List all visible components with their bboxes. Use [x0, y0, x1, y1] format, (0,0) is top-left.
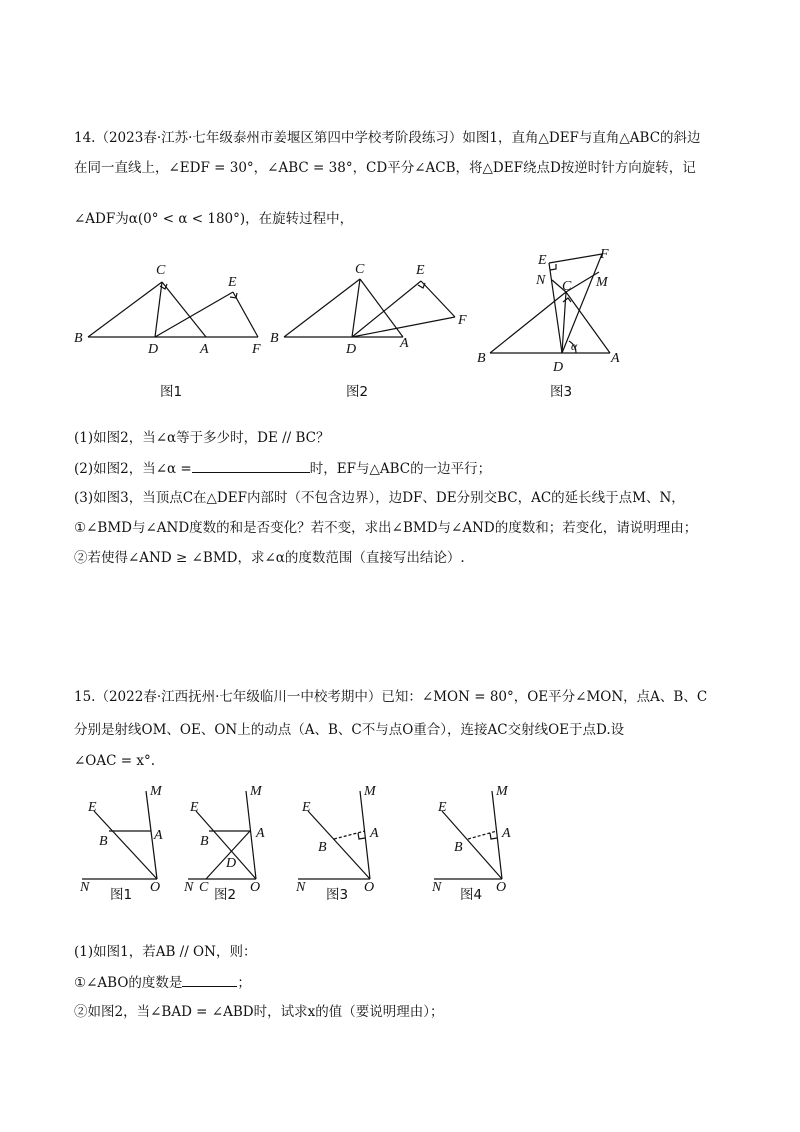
label-B: B — [477, 351, 486, 366]
label-M: M — [250, 784, 262, 799]
q14-sub-2-lead: (2)如图2，当∠α = — [74, 461, 192, 477]
q15-caption-2: 图2 — [214, 887, 237, 903]
label-A: A — [256, 826, 265, 841]
q15-figure-3 — [294, 783, 404, 903]
q15-figure-4 — [430, 783, 540, 903]
label-E: E — [88, 800, 97, 815]
label-D: D — [148, 342, 159, 357]
q14-figure-2 — [268, 262, 478, 400]
q15-sub-1-1-lead: ①∠ABO的度数是 — [74, 975, 183, 991]
label-alpha: α — [571, 339, 578, 353]
q15-line-1: 15.（2022春·江西抚州·七年级临川一中校考期中）已知：∠MON = 80°，OE平分∠MON，点A、B、C — [74, 689, 708, 705]
q15-sub-1-1-tail: ； — [237, 975, 251, 991]
label-O: O — [364, 880, 375, 895]
label-A: A — [200, 342, 209, 357]
label-E: E — [228, 275, 237, 290]
q14-sub-3-1: ①∠BMD与∠AND度数的和是否变化？若不变，求出∠BMD与∠AND的度数和；若变化，请说明理由； — [74, 520, 698, 536]
q14-line-2: 在同一直线上，∠EDF = 30°，∠ABC = 38°，CD平分∠ACB，将△DEF绕点D按逆时针方向旋转，记 — [74, 160, 696, 176]
q14-caption-2: 图2 — [346, 384, 369, 400]
label-O: O — [150, 880, 161, 895]
label-N: N — [536, 273, 546, 288]
label-A: A — [611, 351, 620, 366]
label-B: B — [74, 331, 83, 346]
q15-line-2: 分别是射线OM、OE、ON上的动点（A、B、C不与点O重合），连接AC交射线OE于点D.设 — [74, 722, 625, 738]
label-F: F — [458, 313, 467, 328]
q14-sub-2 — [74, 458, 491, 479]
label-D: D — [226, 856, 237, 871]
label-B: B — [99, 834, 108, 849]
label-C: C — [562, 279, 572, 294]
q14-sub-3-2: ②若使得∠AND ≥ ∠BMD，求∠α的度数范围（直接写出结论）. — [74, 550, 465, 566]
answer-blank[interactable] — [192, 458, 310, 473]
label-C: C — [355, 262, 365, 277]
label-M: M — [364, 784, 376, 799]
q15-sub-1-2: ②如图2，当∠BAD = ∠ABD时，试求x的值（要说明理由）； — [74, 1004, 444, 1020]
q14-sub-2-tail: 时，EF与△ABC的一边平行； — [309, 461, 492, 477]
q14-line-1: 14.（2023春·江苏·七年级泰州市姜堰区第四中学校考阶段练习）如图1，直角△DEF与直角△ABC的斜边 — [74, 130, 701, 146]
q14-sub-3: (3)如图3，当顶点C在△DEF内部时（不包含边界），边DF、DE分别交BC，AC的延长线于点M、N， — [74, 490, 685, 506]
q15-sub-1-1 — [74, 972, 251, 993]
label-M: M — [150, 784, 162, 799]
label-A: A — [154, 828, 163, 843]
label-A: A — [400, 336, 409, 351]
label-A: A — [370, 826, 379, 841]
q15-caption-1: 图1 — [110, 887, 133, 903]
q15-line-3: ∠OAC = x°. — [74, 753, 156, 769]
label-C: C — [156, 263, 166, 278]
label-F: F — [600, 247, 609, 262]
q14-figure-3 — [470, 240, 640, 400]
q15-figure-2 — [184, 783, 294, 903]
label-D: D — [346, 342, 357, 357]
label-E: E — [438, 800, 447, 815]
label-B: B — [318, 840, 327, 855]
label-D: D — [553, 360, 564, 375]
label-B: B — [270, 331, 279, 346]
label-A: A — [502, 826, 511, 841]
q14-caption-3: 图3 — [550, 384, 573, 400]
label-N: N — [296, 880, 306, 895]
label-M: M — [596, 275, 608, 290]
label-M: M — [496, 784, 508, 799]
answer-blank[interactable] — [182, 972, 237, 987]
label-B: B — [454, 840, 463, 855]
label-F: F — [252, 342, 261, 357]
label-E: E — [416, 263, 425, 278]
q14-figure-1 — [70, 262, 270, 400]
label-O: O — [250, 880, 261, 895]
label-E: E — [538, 253, 547, 268]
q15-sub-1: (1)如图1，若AB // ON，则： — [74, 944, 257, 960]
q14-caption-1: 图1 — [160, 384, 183, 400]
label-C: C — [199, 880, 209, 895]
label-N: N — [80, 880, 90, 895]
q15-figure-1 — [74, 783, 184, 903]
q14-sub-1: (1)如图2，当∠α等于多少时，DE // BC？ — [74, 430, 330, 446]
q14-line-3: ∠ADF为α(0° < α < 180°)，在旋转过程中， — [74, 211, 354, 227]
label-E: E — [190, 800, 199, 815]
q15-caption-3: 图3 — [326, 887, 349, 903]
label-O: O — [496, 880, 507, 895]
q15-caption-4: 图4 — [460, 887, 483, 903]
label-N: N — [432, 880, 442, 895]
label-B: B — [200, 834, 209, 849]
label-N: N — [184, 880, 194, 895]
label-E: E — [302, 800, 311, 815]
